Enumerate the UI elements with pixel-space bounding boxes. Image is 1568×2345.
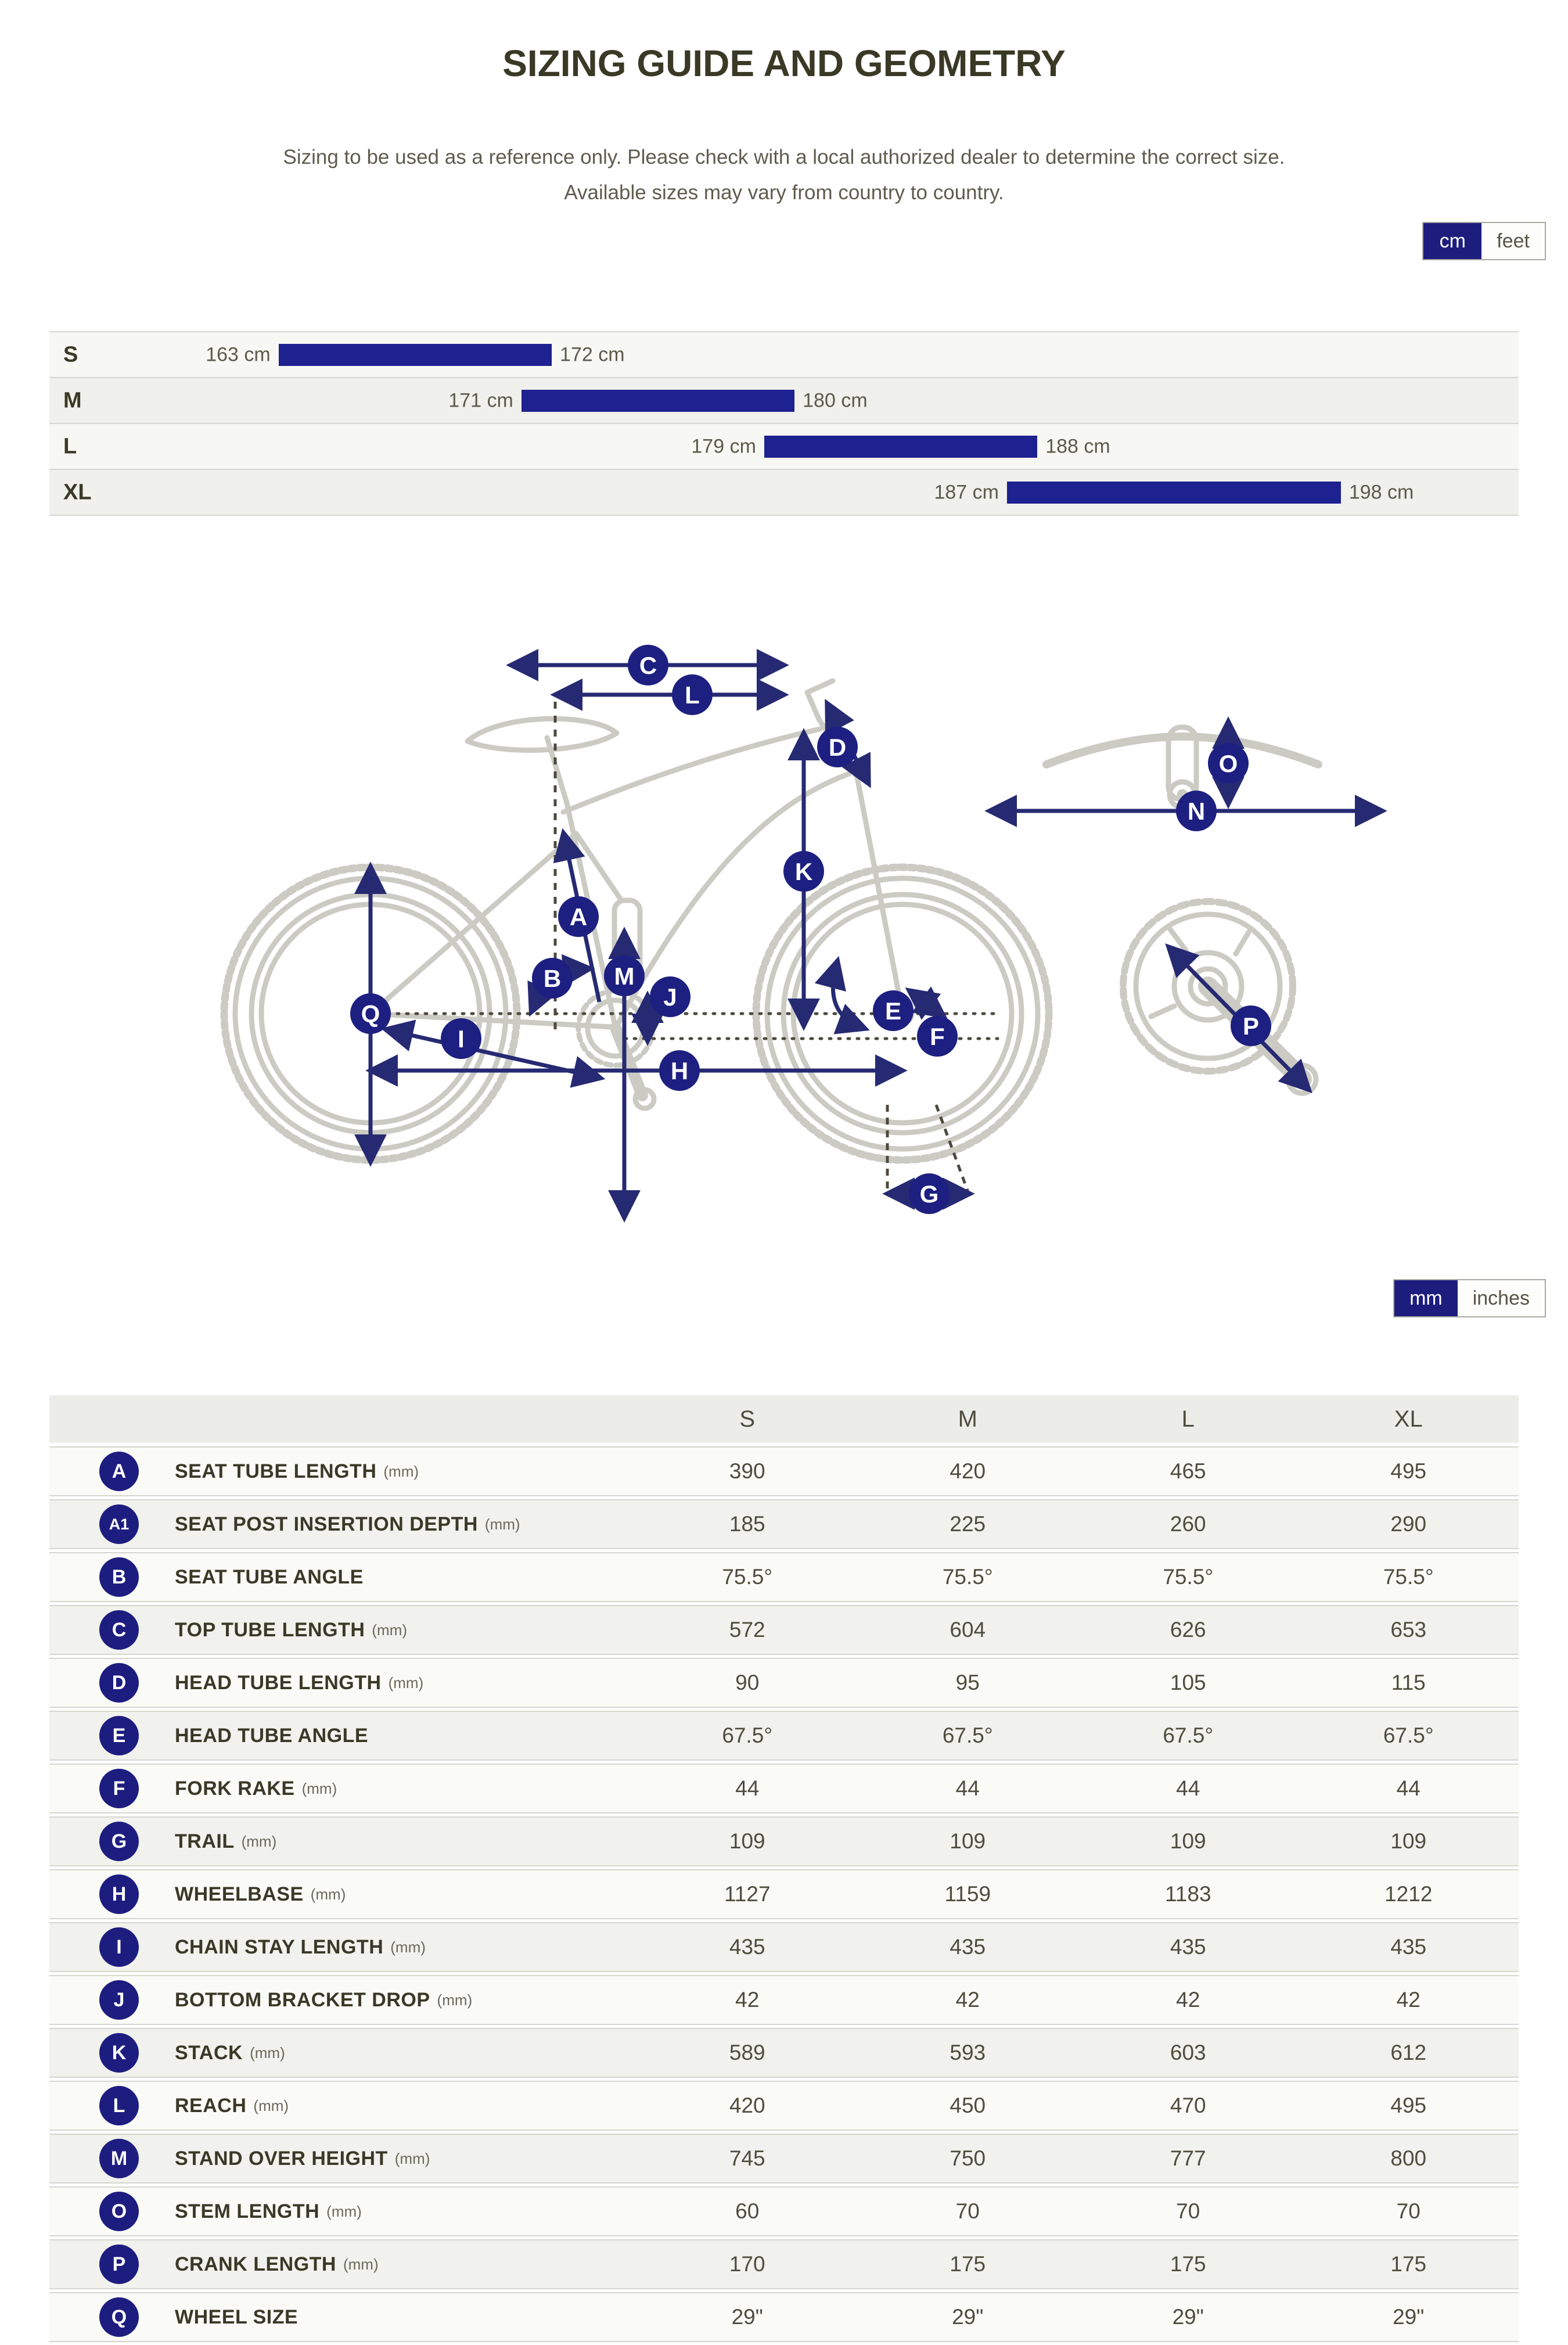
value-l: 435 xyxy=(1170,1935,1206,1959)
subtitle-line-1: Sizing to be used as a reference only. Please check with a local authorized dealer to determine the correct size. xyxy=(283,146,1285,168)
bike-geometry-diagram xyxy=(157,627,1405,1243)
geometry-row-F xyxy=(49,1764,1519,1813)
height-range-bar xyxy=(279,344,552,366)
svg-text:M: M xyxy=(614,963,635,990)
geometry-table xyxy=(49,1395,1519,2345)
diagram-badge-h xyxy=(659,1050,700,1091)
geometry-row-O xyxy=(49,2186,1519,2236)
measure-name-cell xyxy=(49,2297,637,2337)
value-l: 42 xyxy=(1176,1988,1200,2012)
value-s: 572 xyxy=(729,1618,765,1642)
measure-letter-badge: B xyxy=(99,1557,139,1597)
measure-name-cell xyxy=(49,1452,637,1491)
value-l: 777 xyxy=(1170,2146,1206,2170)
value-xl: 75.5° xyxy=(1383,1565,1434,1589)
measure-name-cell xyxy=(49,1822,637,1861)
geometry-row-Q xyxy=(49,2292,1519,2342)
svg-text:N: N xyxy=(1187,798,1206,825)
svg-text:D: D xyxy=(828,734,847,761)
value-s: 75.5° xyxy=(722,1565,773,1589)
height-range-bar xyxy=(522,390,794,412)
value-s: 44 xyxy=(735,1776,760,1800)
value-s: 390 xyxy=(729,1459,765,1483)
measure-letter-badge: P xyxy=(99,2245,139,2284)
value-l: 29" xyxy=(1172,2305,1204,2329)
diagram-badge-b xyxy=(532,958,573,999)
max-height-label: 198 cm xyxy=(1348,481,1414,503)
value-m: 95 xyxy=(955,1671,980,1694)
size-label: S xyxy=(63,342,78,367)
column-header-s: S xyxy=(739,1406,756,1432)
svg-text:Q: Q xyxy=(361,1000,380,1028)
measure-name-cell xyxy=(49,1716,637,1755)
geometry-unit-toggle xyxy=(1393,1279,1546,1317)
diagram-badge-q xyxy=(350,993,391,1034)
value-xl: 44 xyxy=(1396,1776,1420,1800)
value-s: 67.5° xyxy=(722,1723,773,1747)
size-row-M xyxy=(49,377,1519,423)
value-xl: 495 xyxy=(1390,1459,1427,1483)
size-row-S xyxy=(49,331,1519,377)
value-m: 29" xyxy=(952,2305,984,2329)
diagram-badge-a xyxy=(558,896,599,937)
max-height-label: 180 cm xyxy=(803,389,868,411)
rider-height-size-chart xyxy=(49,331,1519,516)
max-height-label: 188 cm xyxy=(1045,435,1110,457)
column-header-m: M xyxy=(958,1406,977,1432)
geometry-row-J xyxy=(49,1975,1519,2025)
measure-name-cell xyxy=(49,2245,637,2284)
measure-letter-badge: A xyxy=(99,1452,139,1491)
column-header-xl: XL xyxy=(1394,1406,1423,1432)
measure-unit: (mm) xyxy=(343,2255,379,2273)
column-header-l: L xyxy=(1181,1406,1195,1432)
geometry-row-H xyxy=(49,1869,1519,1919)
measure-unit: (mm) xyxy=(250,2044,285,2062)
measure-unit: (mm) xyxy=(390,1938,426,1956)
value-xl: 495 xyxy=(1390,2093,1427,2117)
size-row-L xyxy=(49,423,1519,469)
value-s: 90 xyxy=(735,1671,760,1694)
measure-letter-badge: J xyxy=(99,1980,139,2020)
geometry-row-G xyxy=(49,1816,1519,1866)
geometry-row-I xyxy=(49,1922,1519,1972)
diagram-badge-g xyxy=(909,1173,950,1214)
value-xl: 42 xyxy=(1396,1988,1420,2012)
diagram-badge-c xyxy=(628,645,668,685)
value-xl: 435 xyxy=(1390,1935,1427,1959)
measure-name-cell xyxy=(49,1610,637,1650)
subtitle-line-2: Available sizes may vary from country to country. xyxy=(564,181,1004,204)
height-unit-feet-button[interactable]: feet xyxy=(1481,223,1545,259)
value-l: 70 xyxy=(1176,2199,1200,2223)
value-m: 593 xyxy=(950,2041,986,2064)
bike-outline xyxy=(224,681,1318,1160)
measure-letter-badge: E xyxy=(99,1716,139,1755)
svg-text:K: K xyxy=(794,858,813,885)
value-m: 42 xyxy=(955,1988,980,2012)
value-xl: 115 xyxy=(1391,1671,1426,1694)
measure-unit: (mm) xyxy=(484,1515,520,1533)
measure-unit: (mm) xyxy=(301,1779,337,1797)
diagram-badge-k xyxy=(783,851,824,892)
geometry-row-A1 xyxy=(49,1499,1519,1549)
svg-text:L: L xyxy=(685,681,700,709)
value-s: 42 xyxy=(735,1988,760,2012)
svg-text:C: C xyxy=(639,652,657,679)
height-range-bar xyxy=(1007,482,1341,504)
measure-letter-badge: Q xyxy=(99,2297,139,2337)
value-m: 225 xyxy=(950,1512,986,1536)
max-height-label: 172 cm xyxy=(560,343,625,365)
value-l: 109 xyxy=(1170,1829,1206,1853)
min-height-label: 171 cm xyxy=(448,389,513,411)
measure-label: BOTTOM BRACKET DROP xyxy=(175,1988,430,2011)
geometry-row-C xyxy=(49,1605,1519,1655)
value-xl: 109 xyxy=(1390,1829,1427,1853)
height-unit-toggle xyxy=(1422,222,1546,260)
value-m: 750 xyxy=(950,2146,986,2170)
measure-unit: (mm) xyxy=(326,2202,362,2220)
size-label: L xyxy=(63,434,77,458)
measure-name-cell xyxy=(49,1663,637,1703)
geometry-row-B xyxy=(49,1552,1519,1602)
diagram-badge-j xyxy=(650,976,691,1017)
diagram-badge-e xyxy=(873,990,914,1031)
svg-text:P: P xyxy=(1242,1012,1260,1040)
measure-unit: (mm) xyxy=(253,2096,289,2114)
value-l: 44 xyxy=(1176,1776,1200,1800)
value-s: 109 xyxy=(729,1829,765,1853)
value-m: 67.5° xyxy=(942,1723,993,1747)
value-m: 435 xyxy=(950,1935,986,1959)
svg-text:F: F xyxy=(930,1023,945,1050)
svg-text:O: O xyxy=(1218,750,1238,777)
geometry-row-D xyxy=(49,1658,1519,1708)
geometry-row-M xyxy=(49,2134,1519,2184)
value-xl: 1212 xyxy=(1384,1882,1433,1906)
value-m: 604 xyxy=(950,1618,986,1642)
value-l: 465 xyxy=(1170,1459,1206,1483)
value-m: 420 xyxy=(950,1459,986,1483)
measure-name-cell xyxy=(49,1874,637,1914)
value-m: 75.5° xyxy=(942,1565,993,1589)
measure-name-cell xyxy=(49,1557,637,1597)
measure-name-cell xyxy=(49,1980,637,2020)
svg-text:G: G xyxy=(919,1180,939,1208)
value-m: 175 xyxy=(950,2252,986,2276)
svg-text:I: I xyxy=(458,1025,465,1053)
value-s: 60 xyxy=(735,2199,760,2223)
geometry-row-L xyxy=(49,2081,1519,2131)
measure-letter-badge: A1 xyxy=(99,1504,139,1544)
diagram-badge-f xyxy=(917,1016,958,1057)
diagram-badge-m xyxy=(604,956,645,996)
geometry-unit-inches-button[interactable]: inches xyxy=(1458,1280,1545,1316)
measure-letter-badge: L xyxy=(99,2086,139,2125)
value-xl: 800 xyxy=(1390,2146,1427,2170)
measure-name-cell xyxy=(49,2033,637,2073)
diagram-badge-p xyxy=(1231,1005,1271,1046)
measure-label: SEAT TUBE LENGTH xyxy=(175,1460,377,1482)
value-m: 450 xyxy=(950,2093,986,2117)
value-xl: 653 xyxy=(1390,1618,1427,1642)
measure-letter-badge: M xyxy=(99,2139,139,2178)
min-height-label: 187 cm xyxy=(934,481,999,503)
size-row-XL xyxy=(49,469,1519,516)
measure-name-cell xyxy=(49,2086,637,2125)
value-l: 105 xyxy=(1170,1671,1206,1694)
value-m: 1159 xyxy=(944,1882,991,1906)
measure-unit: (mm) xyxy=(437,1991,473,2009)
measure-letter-badge: F xyxy=(99,1769,139,1808)
height-range-bar xyxy=(764,436,1037,458)
measure-name-cell xyxy=(49,1927,637,1967)
measure-label: STACK xyxy=(175,2041,243,2064)
measure-letter-badge: I xyxy=(99,1927,139,1967)
size-label: XL xyxy=(63,480,92,504)
measure-letter-badge: H xyxy=(99,1874,139,1914)
geometry-row-E xyxy=(49,1711,1519,1761)
size-label: M xyxy=(63,388,82,412)
measure-letter-badge: D xyxy=(99,1663,139,1703)
measure-label: CHAIN STAY LENGTH xyxy=(175,1935,384,1958)
value-xl: 290 xyxy=(1390,1512,1427,1536)
measure-label: TOP TUBE LENGTH xyxy=(175,1618,365,1641)
svg-text:H: H xyxy=(670,1057,689,1084)
diagram-badge-d xyxy=(817,727,858,767)
diagram-badge-i xyxy=(441,1018,481,1059)
geometry-table-header xyxy=(49,1395,1519,1443)
measure-name-cell xyxy=(49,2192,637,2231)
min-height-label: 179 cm xyxy=(691,435,756,457)
value-xl: 175 xyxy=(1390,2252,1427,2276)
measure-unit: (mm) xyxy=(383,1462,419,1480)
height-unit-cm-button[interactable]: cm xyxy=(1423,223,1481,259)
measure-unit: (mm) xyxy=(388,1674,424,1692)
measure-unit: (mm) xyxy=(372,1621,408,1639)
measure-label: FORK RAKE xyxy=(175,1777,295,1800)
measure-label: STAND OVER HEIGHT xyxy=(175,2147,388,2170)
svg-text:A: A xyxy=(569,903,588,931)
value-l: 175 xyxy=(1170,2252,1206,2276)
value-l: 470 xyxy=(1170,2093,1206,2117)
measure-label: WHEEL SIZE xyxy=(175,2306,299,2328)
value-s: 589 xyxy=(729,2041,765,2064)
svg-text:B: B xyxy=(543,965,562,992)
measure-letter-badge: O xyxy=(99,2192,139,2231)
value-l: 1183 xyxy=(1164,1882,1211,1906)
svg-text:J: J xyxy=(663,983,677,1011)
measure-label: WHEELBASE xyxy=(175,1883,304,1905)
measure-letter-badge: G xyxy=(99,1822,139,1861)
measure-name-cell xyxy=(49,1769,637,1808)
measure-unit: (mm) xyxy=(394,2149,430,2167)
value-l: 75.5° xyxy=(1163,1565,1214,1589)
geometry-unit-mm-button[interactable]: mm xyxy=(1394,1280,1458,1316)
measure-name-cell xyxy=(49,2139,637,2178)
measure-label: HEAD TUBE ANGLE xyxy=(175,1724,369,1747)
page-subtitle xyxy=(0,139,1568,211)
measure-name-cell xyxy=(49,1504,637,1544)
geometry-row-A xyxy=(49,1446,1519,1496)
value-l: 260 xyxy=(1170,1512,1206,1536)
page-title: SIZING GUIDE AND GEOMETRY xyxy=(502,42,1066,84)
measure-label: STEM LENGTH xyxy=(175,2200,320,2222)
measure-label: REACH xyxy=(175,2094,247,2117)
measure-label: SEAT TUBE ANGLE xyxy=(175,1565,364,1588)
value-s: 170 xyxy=(729,2252,765,2276)
value-l: 67.5° xyxy=(1163,1723,1214,1747)
value-xl: 67.5° xyxy=(1383,1723,1434,1747)
geometry-row-P xyxy=(49,2239,1519,2289)
value-m: 109 xyxy=(950,1829,986,1853)
measure-letter-badge: K xyxy=(99,2033,139,2073)
value-m: 70 xyxy=(955,2199,980,2223)
geometry-table-body xyxy=(49,1446,1519,2342)
value-l: 603 xyxy=(1170,2041,1206,2064)
value-xl: 29" xyxy=(1393,2305,1425,2329)
value-xl: 612 xyxy=(1390,2041,1427,2064)
measure-label: SEAT POST INSERTION DEPTH xyxy=(175,1513,478,1535)
measure-label: HEAD TUBE LENGTH xyxy=(175,1671,382,1694)
diagram-badge-n xyxy=(1176,791,1217,831)
value-l: 626 xyxy=(1170,1618,1206,1642)
measure-unit: (mm) xyxy=(241,1832,277,1850)
value-s: 745 xyxy=(729,2146,765,2170)
diagram-badge-o xyxy=(1208,743,1249,784)
value-s: 420 xyxy=(729,2093,765,2117)
diagram-badge-l xyxy=(672,674,713,715)
value-s: 185 xyxy=(729,1512,765,1536)
value-s: 29" xyxy=(731,2305,763,2329)
svg-text:E: E xyxy=(884,997,902,1025)
measure-label: TRAIL xyxy=(175,1830,235,1852)
value-xl: 70 xyxy=(1396,2199,1420,2223)
value-s: 1127 xyxy=(724,1882,771,1906)
geometry-row-K xyxy=(49,2028,1519,2078)
value-s: 435 xyxy=(729,1935,765,1959)
measure-label: CRANK LENGTH xyxy=(175,2253,336,2275)
value-m: 44 xyxy=(955,1776,980,1800)
measure-unit: (mm) xyxy=(310,1885,346,1903)
bike-diagram-svg xyxy=(157,627,1405,1243)
min-height-label: 163 cm xyxy=(206,343,271,365)
measure-letter-badge: C xyxy=(99,1610,139,1650)
